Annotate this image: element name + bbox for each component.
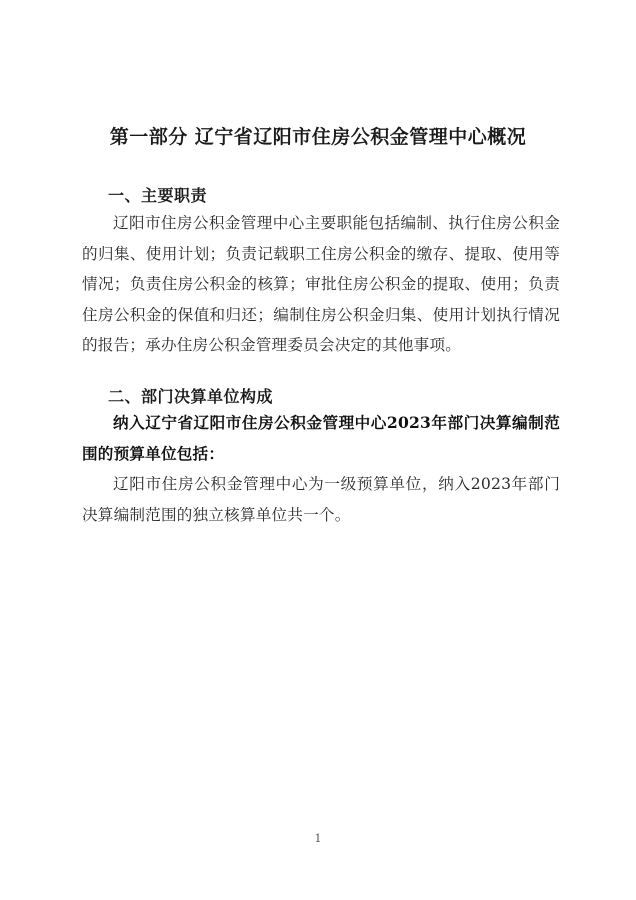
section-heading-unit-composition: 二、部门决算单位构成 <box>108 387 274 406</box>
page-number: 1 <box>314 832 322 845</box>
paragraph-main-duties: 辽阳市住房公积金管理中心主要职能包括编制、执行住房公积金的归集、使用计划；负责记载职工住房公积金的缴存、提取、使用等情况；负责住房公积金的核算；审批住房公积金的提取、使用；负责住房公积金的保值和归还；编制住房公积金归集、使用计划执行情况的报告；承办住房公积金管理委员会决定的其他事项。 <box>82 214 560 354</box>
paragraph-unit-detail: 辽阳市住房公积金管理中心为一级预算单位，纳入2023年部门决算编制范围的独立核算单位共一个。 <box>82 475 560 524</box>
paragraph-unit-scope: 纳入辽宁省辽阳市住房公积金管理中心2023年部门决算编制范围的预算单位包括： <box>82 413 560 463</box>
page-title: 第一部分 辽宁省辽阳市住房公积金管理中心概况 <box>109 126 527 148</box>
section-heading-main-duties: 一、主要职责 <box>108 186 208 205</box>
